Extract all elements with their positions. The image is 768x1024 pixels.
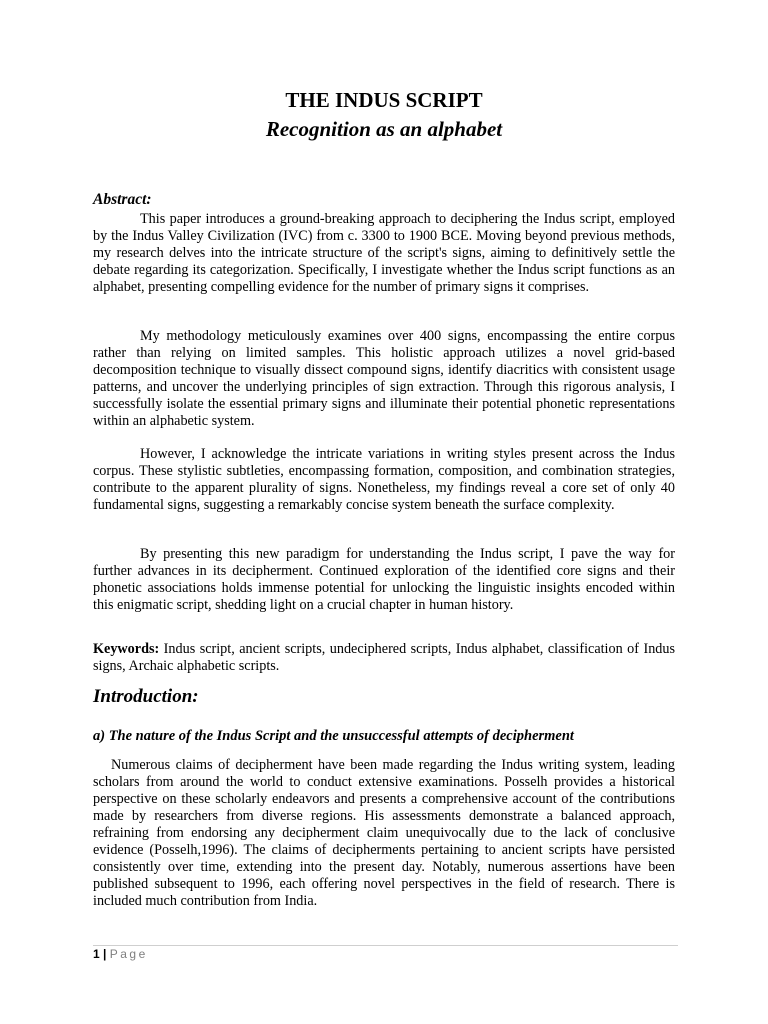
- footer-separator: |: [103, 947, 107, 961]
- paragraph-text: However, I acknowledge the intricate variations in writing styles present across the Indus corpus. These stylistic subtleties, encompassing formation, composition, and combination strategies, contribute to the apparent plurality of signs. Nonetheless, my findings reveal a core set of only 40 fundamental signs, suggesting a remarkably concise system beneath the surface complexity.: [93, 446, 675, 513]
- abstract-paragraph-3: [93, 446, 675, 514]
- abstract-heading: Abstract:: [93, 191, 152, 208]
- paragraph-text: This paper introduces a ground-breaking approach to deciphering the Indus script, employed by the Indus Valley Civilization (IVC) from c. 3300 to 1900 BCE. Moving beyond previous methods, my research delves into the intricate structure of the script's signs, aiming to definitively settle the debate regarding its categorization. Specifically, I investigate whether the Indus script functions as an alphabet, presenting compelling evidence for the number of primary signs it comprises.: [93, 211, 675, 295]
- paragraph-text: Numerous claims of decipherment have been made regarding the Indus writing system, leading scholars from around the world to conduct extensive examinations. Posselh provides a historical perspective on these scholarly endeavors and presents a comprehensive account of the contributions made by researchers from diverse regions. His assessments demonstrate a balanced approach, refraining from endorsing any decipherment claim unequivocally due to the lack of conclusive evidence (Posselh,1996). The claims of decipherments pertaining to ancient scripts have persisted consistently over time, extending into the present day. Notably, numerous assertions have been published subsequent to 1996, each offering novel perspectives in the field of research. There is included much contribution from India.: [93, 757, 675, 909]
- paper-title: THE INDUS SCRIPT: [285, 88, 483, 112]
- footer-divider: [93, 945, 678, 946]
- page-footer: [93, 947, 148, 961]
- paragraph-text: By presenting this new paradigm for understanding the Indus script, I pave the way for further advances in its decipherment. Continued exploration of the identified core signs and their phonetic associations holds immense potential for unlocking the linguistic insights encoded within this enigmatic script, shedding light on a crucial chapter in human history.: [93, 546, 675, 613]
- paragraph-text: My methodology meticulously examines over 400 signs, encompassing the entire corpus rather than relying on limited samples. This holistic approach utilizes a novel grid-based decomposition technique to visually dissect compound signs, identify diacritics with consistent usage patterns, and uncover the underlying principles of sign extraction. Through this rigorous analysis, I successfully isolate the essential primary signs and illuminate their potential phonetic representations within an alphabetic system.: [93, 328, 675, 429]
- introduction-paragraph: [93, 757, 675, 910]
- abstract-paragraph-4: [93, 546, 675, 614]
- abstract-paragraph-2: [93, 328, 675, 430]
- page-number: 1: [93, 947, 100, 961]
- abstract-paragraph-1: [93, 211, 675, 296]
- paper-subtitle: Recognition as an alphabet: [265, 117, 503, 141]
- keywords-text: Indus script, ancient scripts, undeciphered scripts, Indus alphabet, classification of Indus signs, Archaic alphabetic scripts.: [93, 641, 675, 674]
- introduction-subheading: a) The nature of the Indus Script and the unsuccessful attempts of decipherment: [93, 728, 574, 744]
- keywords-paragraph: [93, 641, 675, 675]
- keywords-label: Keywords:: [93, 641, 160, 657]
- keywords-block: [93, 641, 675, 675]
- page-label: Page: [109, 947, 148, 961]
- introduction-heading: Introduction:: [93, 686, 199, 707]
